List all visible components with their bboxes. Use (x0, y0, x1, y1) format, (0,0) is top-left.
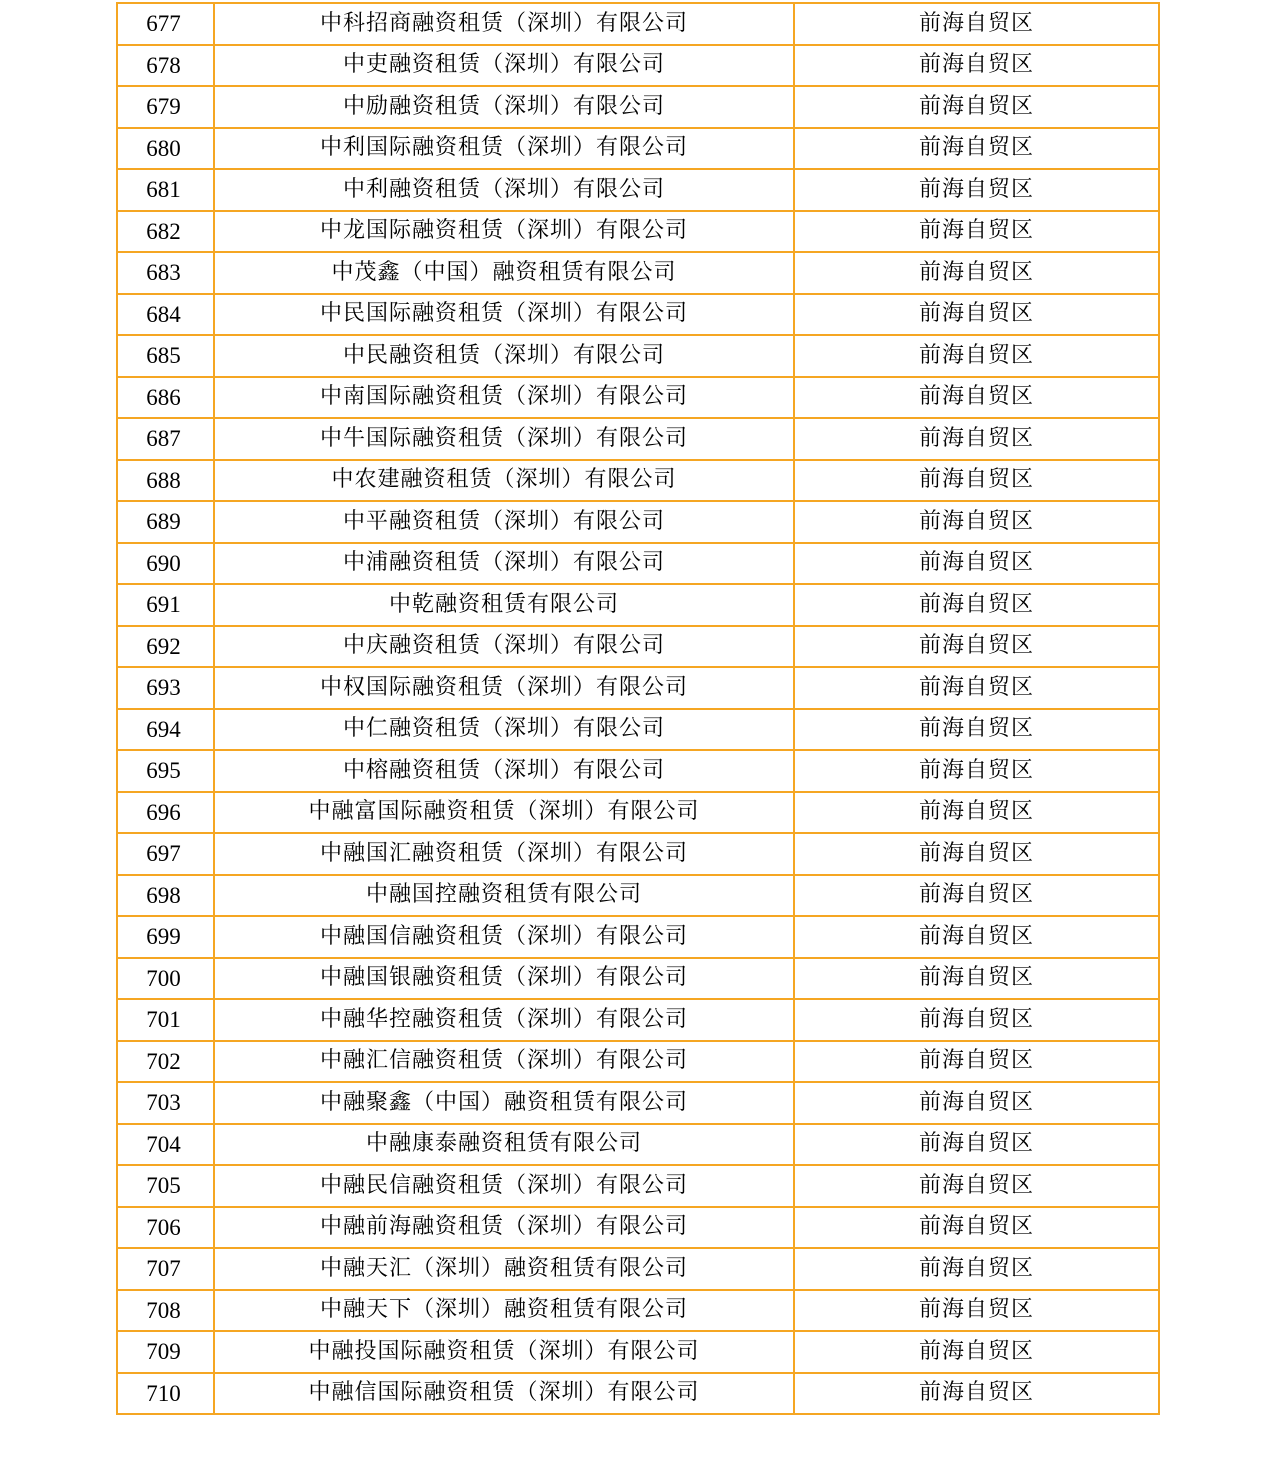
row-number-cell: 678 (117, 45, 214, 87)
company-name-cell: 中融华控融资租赁（深圳）有限公司 (214, 999, 794, 1041)
table-row (117, 3, 1159, 45)
company-name-cell: 中吏融资租赁（深圳）有限公司 (214, 45, 794, 87)
table-row (117, 418, 1159, 460)
company-name-cell: 中民国际融资租赁（深圳）有限公司 (214, 294, 794, 336)
table-row (117, 252, 1159, 294)
zone-cell: 前海自贸区 (794, 916, 1159, 958)
table-row (117, 750, 1159, 792)
zone-cell: 前海自贸区 (794, 3, 1159, 45)
company-name-cell: 中利融资租赁（深圳）有限公司 (214, 169, 794, 211)
company-name-cell: 中民融资租赁（深圳）有限公司 (214, 335, 794, 377)
company-name-cell: 中仁融资租赁（深圳）有限公司 (214, 709, 794, 751)
zone-cell: 前海自贸区 (794, 792, 1159, 834)
company-name-cell: 中权国际融资租赁（深圳）有限公司 (214, 667, 794, 709)
table-row (117, 1331, 1159, 1373)
row-number-cell: 685 (117, 335, 214, 377)
row-number-cell: 684 (117, 294, 214, 336)
row-number-cell: 707 (117, 1248, 214, 1290)
table-row (117, 999, 1159, 1041)
table-row (117, 1124, 1159, 1166)
table-row (117, 1248, 1159, 1290)
company-name-cell: 中融国汇融资租赁（深圳）有限公司 (214, 833, 794, 875)
table-row (117, 626, 1159, 668)
company-name-cell: 中融天下（深圳）融资租赁有限公司 (214, 1290, 794, 1332)
row-number-cell: 700 (117, 958, 214, 1000)
zone-cell: 前海自贸区 (794, 750, 1159, 792)
zone-cell: 前海自贸区 (794, 1041, 1159, 1083)
zone-cell: 前海自贸区 (794, 501, 1159, 543)
row-number-cell: 698 (117, 875, 214, 917)
zone-cell: 前海自贸区 (794, 128, 1159, 170)
table-row (117, 377, 1159, 419)
table-row (117, 211, 1159, 253)
row-number-cell: 687 (117, 418, 214, 460)
table-row (117, 460, 1159, 502)
row-number-cell: 710 (117, 1373, 214, 1415)
table-row (117, 667, 1159, 709)
table-row (117, 501, 1159, 543)
zone-cell: 前海自贸区 (794, 1207, 1159, 1249)
zone-cell: 前海自贸区 (794, 1290, 1159, 1332)
row-number-cell: 705 (117, 1165, 214, 1207)
table-row (117, 294, 1159, 336)
table-row (117, 45, 1159, 87)
row-number-cell: 708 (117, 1290, 214, 1332)
zone-cell: 前海自贸区 (794, 1124, 1159, 1166)
table-row (117, 875, 1159, 917)
row-number-cell: 701 (117, 999, 214, 1041)
company-name-cell: 中农建融资租赁（深圳）有限公司 (214, 460, 794, 502)
company-name-cell: 中龙国际融资租赁（深圳）有限公司 (214, 211, 794, 253)
company-name-cell: 中融康泰融资租赁有限公司 (214, 1124, 794, 1166)
company-name-cell: 中庆融资租赁（深圳）有限公司 (214, 626, 794, 668)
table-row (117, 1165, 1159, 1207)
row-number-cell: 677 (117, 3, 214, 45)
company-name-cell: 中融前海融资租赁（深圳）有限公司 (214, 1207, 794, 1249)
row-number-cell: 694 (117, 709, 214, 751)
row-number-cell: 689 (117, 501, 214, 543)
row-number-cell: 696 (117, 792, 214, 834)
zone-cell: 前海自贸区 (794, 1331, 1159, 1373)
company-name-cell: 中融国控融资租赁有限公司 (214, 875, 794, 917)
company-name-cell: 中浦融资租赁（深圳）有限公司 (214, 543, 794, 585)
row-number-cell: 681 (117, 169, 214, 211)
row-number-cell: 688 (117, 460, 214, 502)
table-row (117, 1082, 1159, 1124)
row-number-cell: 686 (117, 377, 214, 419)
zone-cell: 前海自贸区 (794, 875, 1159, 917)
zone-cell: 前海自贸区 (794, 626, 1159, 668)
company-name-cell: 中融聚鑫（中国）融资租赁有限公司 (214, 1082, 794, 1124)
company-registry-table (116, 2, 1160, 1415)
table-row (117, 86, 1159, 128)
company-name-cell: 中励融资租赁（深圳）有限公司 (214, 86, 794, 128)
company-name-cell: 中科招商融资租赁（深圳）有限公司 (214, 3, 794, 45)
company-name-cell: 中融汇信融资租赁（深圳）有限公司 (214, 1041, 794, 1083)
table-row (117, 916, 1159, 958)
zone-cell: 前海自贸区 (794, 169, 1159, 211)
zone-cell: 前海自贸区 (794, 211, 1159, 253)
zone-cell: 前海自贸区 (794, 1248, 1159, 1290)
row-number-cell: 682 (117, 211, 214, 253)
table-row (117, 335, 1159, 377)
table-row (117, 792, 1159, 834)
zone-cell: 前海自贸区 (794, 418, 1159, 460)
table-row (117, 543, 1159, 585)
company-name-cell: 中牛国际融资租赁（深圳）有限公司 (214, 418, 794, 460)
zone-cell: 前海自贸区 (794, 460, 1159, 502)
row-number-cell: 695 (117, 750, 214, 792)
row-number-cell: 706 (117, 1207, 214, 1249)
table-row (117, 1207, 1159, 1249)
company-name-cell: 中融天汇（深圳）融资租赁有限公司 (214, 1248, 794, 1290)
zone-cell: 前海自贸区 (794, 1165, 1159, 1207)
zone-cell: 前海自贸区 (794, 294, 1159, 336)
table-row (117, 958, 1159, 1000)
zone-cell: 前海自贸区 (794, 543, 1159, 585)
registry-table-body (117, 3, 1159, 1414)
row-number-cell: 703 (117, 1082, 214, 1124)
zone-cell: 前海自贸区 (794, 958, 1159, 1000)
zone-cell: 前海自贸区 (794, 667, 1159, 709)
company-name-cell: 中融国银融资租赁（深圳）有限公司 (214, 958, 794, 1000)
company-name-cell: 中融国信融资租赁（深圳）有限公司 (214, 916, 794, 958)
zone-cell: 前海自贸区 (794, 335, 1159, 377)
zone-cell: 前海自贸区 (794, 833, 1159, 875)
company-name-cell: 中榕融资租赁（深圳）有限公司 (214, 750, 794, 792)
company-name-cell: 中融信国际融资租赁（深圳）有限公司 (214, 1373, 794, 1415)
zone-cell: 前海自贸区 (794, 1082, 1159, 1124)
company-name-cell: 中乾融资租赁有限公司 (214, 584, 794, 626)
zone-cell: 前海自贸区 (794, 1373, 1159, 1415)
company-name-cell: 中平融资租赁（深圳）有限公司 (214, 501, 794, 543)
company-name-cell: 中融投国际融资租赁（深圳）有限公司 (214, 1331, 794, 1373)
zone-cell: 前海自贸区 (794, 252, 1159, 294)
table-row (117, 169, 1159, 211)
table-row (117, 709, 1159, 751)
table-row (117, 1041, 1159, 1083)
company-name-cell: 中南国际融资租赁（深圳）有限公司 (214, 377, 794, 419)
table-row (117, 1373, 1159, 1415)
company-name-cell: 中茂鑫（中国）融资租赁有限公司 (214, 252, 794, 294)
company-name-cell: 中利国际融资租赁（深圳）有限公司 (214, 128, 794, 170)
row-number-cell: 680 (117, 128, 214, 170)
table-row (117, 584, 1159, 626)
company-name-cell: 中融民信融资租赁（深圳）有限公司 (214, 1165, 794, 1207)
table-row (117, 833, 1159, 875)
zone-cell: 前海自贸区 (794, 86, 1159, 128)
row-number-cell: 690 (117, 543, 214, 585)
table-row (117, 1290, 1159, 1332)
zone-cell: 前海自贸区 (794, 377, 1159, 419)
zone-cell: 前海自贸区 (794, 45, 1159, 87)
row-number-cell: 697 (117, 833, 214, 875)
row-number-cell: 709 (117, 1331, 214, 1373)
row-number-cell: 692 (117, 626, 214, 668)
row-number-cell: 691 (117, 584, 214, 626)
row-number-cell: 693 (117, 667, 214, 709)
row-number-cell: 699 (117, 916, 214, 958)
row-number-cell: 704 (117, 1124, 214, 1166)
row-number-cell: 683 (117, 252, 214, 294)
zone-cell: 前海自贸区 (794, 999, 1159, 1041)
table-row (117, 128, 1159, 170)
zone-cell: 前海自贸区 (794, 584, 1159, 626)
zone-cell: 前海自贸区 (794, 709, 1159, 751)
company-name-cell: 中融富国际融资租赁（深圳）有限公司 (214, 792, 794, 834)
row-number-cell: 702 (117, 1041, 214, 1083)
row-number-cell: 679 (117, 86, 214, 128)
